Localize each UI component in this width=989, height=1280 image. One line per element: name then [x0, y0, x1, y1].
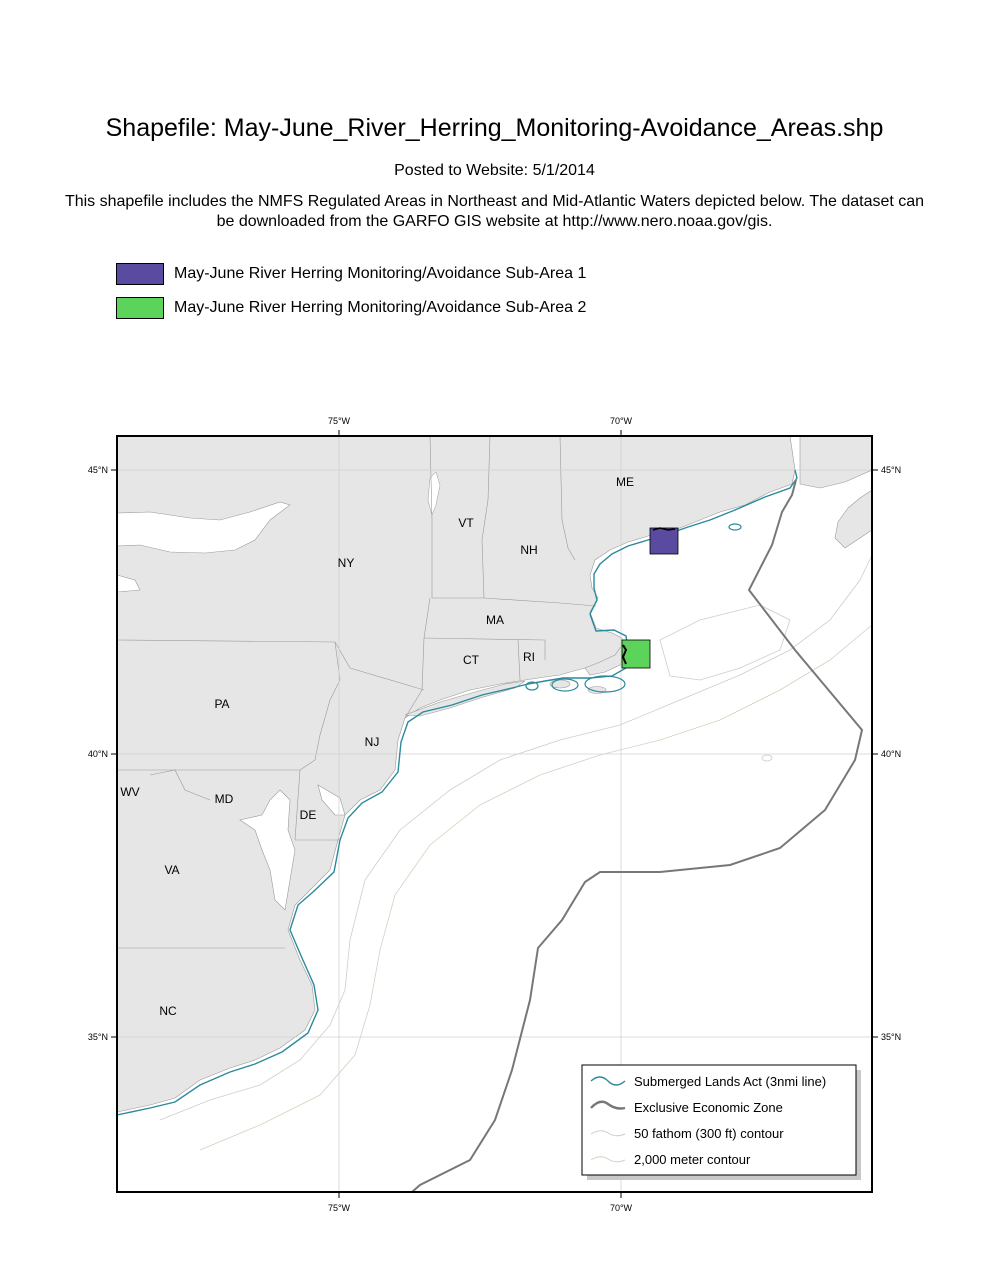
lat-tick-left-35: 35°N	[87, 1032, 108, 1042]
legend-50-fathom-label: 50 fathom (300 ft) contour	[634, 1126, 784, 1141]
area-legend-item-2	[116, 296, 586, 320]
state-label-vt: VT	[458, 516, 474, 530]
lat-tick-right-40: 40°N	[881, 749, 902, 759]
state-label-wv: WV	[120, 785, 140, 799]
page-title: Shapefile: May-June_River_Herring_Monitoring-Avoidance_Areas.shp	[105, 114, 884, 142]
legend-2000-meter-label: 2,000 meter contour	[634, 1152, 751, 1167]
state-label-nc: NC	[159, 1004, 177, 1018]
legend-eez-label: Exclusive Economic Zone	[634, 1100, 783, 1115]
lat-tick-left-40: 40°N	[87, 749, 108, 759]
area-legend	[116, 262, 586, 330]
lat-tick-left-45: 45°N	[87, 465, 108, 475]
lon-tick-bottom-70: 70°W	[609, 1203, 633, 1213]
lon-tick-bottom-75: 75°W	[327, 1203, 351, 1213]
state-label-ma: MA	[486, 613, 504, 627]
posted-date: Posted to Website: 5/1/2014	[394, 162, 595, 179]
state-label-ri: RI	[523, 650, 535, 664]
state-label-pa: PA	[214, 697, 230, 711]
area-legend-item-1	[116, 262, 586, 286]
line-legend	[582, 1065, 861, 1180]
state-label-nj: NJ	[364, 735, 380, 749]
state-label-va: VA	[164, 863, 180, 877]
lat-tick-right-35: 35°N	[881, 1032, 902, 1042]
state-label-me: ME	[616, 475, 634, 489]
map	[0, 400, 989, 1220]
state-label-nh: NH	[520, 543, 538, 557]
lon-tick-top-70: 70°W	[609, 416, 633, 426]
sub-area-1-swatch	[116, 263, 164, 285]
state-label-de: DE	[299, 808, 317, 822]
sub-area-1-label: May-June River Herring Monitoring/Avoidance Sub-Area 1	[174, 265, 587, 282]
lon-tick-top-75: 75°W	[327, 416, 351, 426]
state-label-ct: CT	[463, 653, 479, 667]
sub-area-2-label: May-June River Herring Monitoring/Avoidance Sub-Area 2	[174, 299, 587, 316]
description: This shapefile includes the NMFS Regulated Areas in Northeast and Mid-Atlantic Waters depicted below. The dataset can be downloaded from the GARFO GIS website at http://www.nero.noaa.gov/gis.	[64, 193, 925, 230]
state-label-ny: NY	[337, 556, 355, 570]
sub-area-2-swatch	[116, 297, 164, 319]
legend-submerged-lands-label: Submerged Lands Act (3nmi line)	[634, 1074, 827, 1089]
sub-area-1	[650, 528, 678, 554]
state-label-md: MD	[214, 792, 234, 806]
lat-tick-right-45: 45°N	[881, 465, 902, 475]
